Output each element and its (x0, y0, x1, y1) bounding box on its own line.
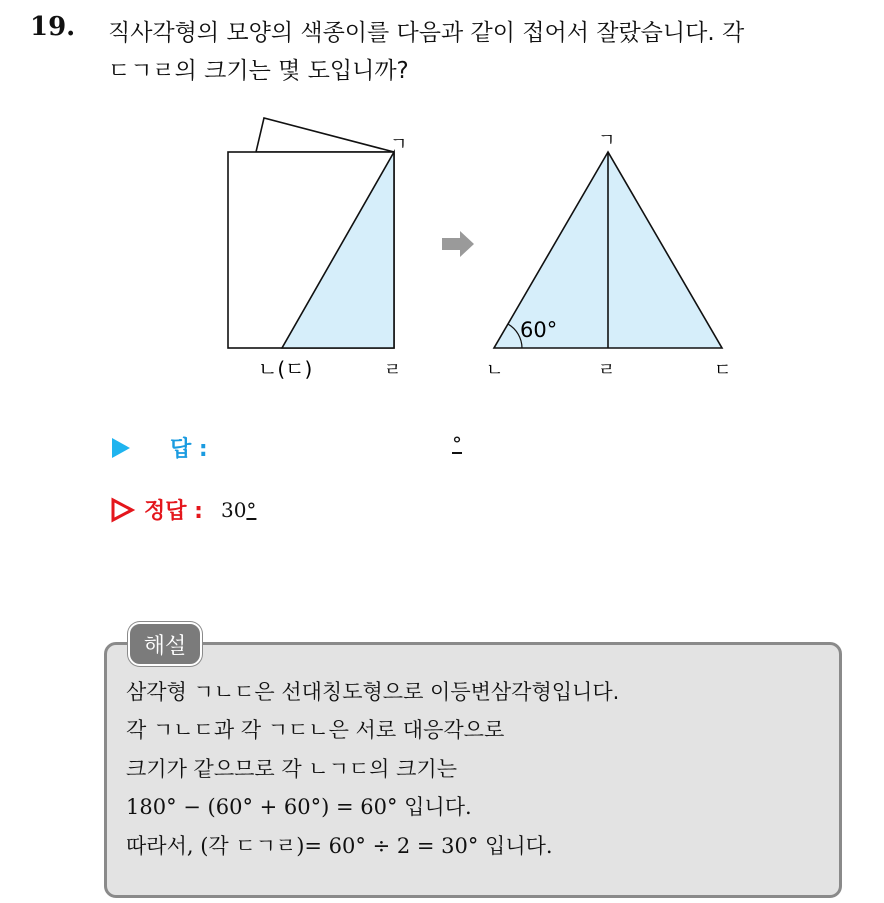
back-flap (256, 118, 394, 152)
folded-paper-figure (228, 118, 407, 381)
label-mid: ㄹ (598, 360, 616, 381)
explanation-line: 따라서, (각 ㄷㄱㄹ)= 60° ÷ 2 = 30° 입니다. (126, 834, 553, 858)
explanation-tag: 해설 (128, 622, 202, 666)
label-bottom-left: ㄴ(ㄷ) (258, 357, 313, 381)
correct-label: 정답 : (144, 499, 203, 524)
explanation-line: 각 ㄱㄴㄷ과 각 ㄱㄷㄴ은 서로 대응각으로 (126, 718, 505, 742)
figure (0, 0, 884, 420)
question-text-line-1: 직사각형의 모양의 색종이를 다음과 같이 접어서 잘랐습니다. 각 (108, 20, 745, 46)
play-filled-icon (110, 436, 132, 460)
label-top: ㄱ (598, 130, 616, 151)
correct-value (221, 498, 256, 522)
label-left: ㄴ (486, 360, 504, 381)
unfolded-triangle-figure (486, 130, 731, 381)
answer-blank[interactable]: ° (452, 432, 462, 456)
explanation-line: 180° − (60° + 60°) = 60° 입니다. (126, 795, 472, 819)
answer-label: 답 : (170, 437, 208, 462)
correct-unit: ° (246, 497, 257, 522)
label-right: ㄷ (714, 360, 732, 381)
play-outline-icon (110, 497, 136, 523)
arrow-right-icon (442, 231, 474, 257)
correct-answer-row (110, 494, 256, 525)
question-number: 19. (30, 12, 76, 42)
explanation-line: 크기가 같으므로 각 ㄴㄱㄷ의 크기는 (126, 757, 457, 781)
correct-number: 30 (220, 497, 247, 522)
label-bottom-right: ㄹ (384, 360, 402, 381)
answer-row (110, 432, 208, 463)
question-text-line-2: ㄷㄱㄹ의 크기는 몇 도입니까? (108, 58, 409, 84)
explanation-line: 삼각형 ㄱㄴㄷ은 선대칭도형으로 이등변삼각형입니다. (126, 680, 620, 704)
angle-label: 60° (520, 318, 558, 342)
label-top: ㄱ (390, 134, 408, 155)
